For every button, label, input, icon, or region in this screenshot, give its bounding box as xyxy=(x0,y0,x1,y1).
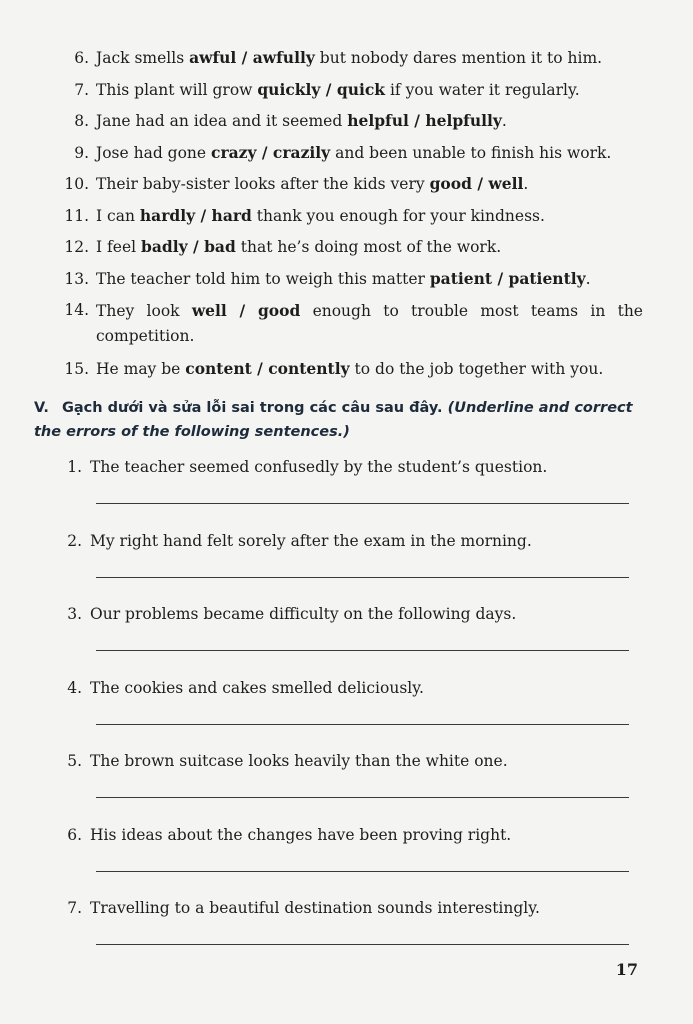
word-choice: patient / patiently xyxy=(429,268,586,288)
word-choice: helpful / helpfully xyxy=(347,111,502,130)
exercise-item xyxy=(58,109,643,133)
item-number: 1. xyxy=(67,458,82,476)
answer-line[interactable] xyxy=(96,650,629,651)
word-choice: crazy / crazily xyxy=(211,142,331,162)
exercise-item xyxy=(58,298,643,349)
item-number: 11. xyxy=(64,206,89,225)
item-number: 7. xyxy=(67,899,82,917)
section-number: V. xyxy=(34,400,49,416)
item-number: 10. xyxy=(64,175,89,193)
answer-line[interactable] xyxy=(96,797,629,798)
correction-item xyxy=(58,602,633,676)
item-text: Their baby-sister looks after the kids very good / well. xyxy=(96,174,529,193)
word-choice: quickly / quick xyxy=(257,79,386,99)
item-text: Jack smells awful / awfully but nobody dares mention it to him. xyxy=(96,48,603,67)
correction-item xyxy=(58,455,633,529)
item-text: His ideas about the changes have been proving right. xyxy=(90,825,512,844)
exercise-item xyxy=(58,204,643,228)
item-number: 3. xyxy=(67,605,82,623)
item-text: Jose had gone crazy / crazily and been unable to finish his work. xyxy=(96,142,612,162)
item-text: The teacher told him to weigh this matter patient / patiently. xyxy=(96,268,591,288)
exercise-list xyxy=(58,46,643,388)
item-text: This plant will grow quickly / quick if you water it regularly. xyxy=(96,79,580,99)
item-number: 2. xyxy=(67,531,82,550)
item-number: 7. xyxy=(74,80,89,99)
correction-item xyxy=(58,676,633,750)
answer-line[interactable] xyxy=(96,724,629,725)
item-number: 8. xyxy=(74,112,89,130)
item-text: The brown suitcase looks heavily than the white one. xyxy=(90,752,508,770)
word-choice: content / contently xyxy=(185,358,350,378)
exercise-item xyxy=(58,235,643,259)
item-text: He may be content / contently to do the job together with you. xyxy=(96,358,604,378)
exercise-item xyxy=(58,172,643,196)
word-choice: badly / bad xyxy=(141,237,236,256)
item-text: I can hardly / hard thank you enough for your kindness. xyxy=(96,205,545,225)
item-text: Travelling to a beautiful destination sounds interestingly. xyxy=(90,899,540,917)
item-text: Our problems became difficulty on the following days. xyxy=(90,605,517,623)
item-number: 4. xyxy=(67,678,82,697)
word-choice: hardly / hard xyxy=(139,205,252,225)
item-number: 12. xyxy=(64,238,89,256)
item-number: 9. xyxy=(74,143,89,162)
correction-item xyxy=(58,823,633,897)
section-heading xyxy=(34,396,644,444)
word-choice: awful / awfully xyxy=(189,48,315,67)
exercise-item xyxy=(58,357,643,381)
exercise-item xyxy=(58,46,643,70)
item-text: They look well / good enough to trouble most teams in the competition. xyxy=(96,301,643,345)
answer-line[interactable] xyxy=(96,503,629,504)
section-title-english: (Underline and correct the errors of the following sentences.) xyxy=(34,400,633,440)
exercise-item xyxy=(58,267,643,291)
page-number: 17 xyxy=(615,960,638,979)
correction-item xyxy=(58,529,633,603)
item-number: 13. xyxy=(64,269,89,288)
word-choice: well / good xyxy=(191,301,301,320)
correction-item xyxy=(58,896,633,970)
correction-item xyxy=(58,749,633,823)
exercise-item xyxy=(58,141,643,165)
item-number: 14. xyxy=(64,301,89,319)
answer-line[interactable] xyxy=(96,944,629,945)
item-text: The cookies and cakes smelled deliciously. xyxy=(90,678,424,697)
correction-list xyxy=(58,455,633,970)
item-number: 15. xyxy=(64,359,89,378)
item-number: 5. xyxy=(67,752,82,770)
item-number: 6. xyxy=(74,49,89,67)
item-number: 6. xyxy=(67,825,82,844)
item-text: The teacher seemed confusedly by the student’s question. xyxy=(90,458,548,476)
answer-line[interactable] xyxy=(96,871,629,872)
word-choice: good / well xyxy=(429,174,524,193)
exercise-item xyxy=(58,78,643,102)
item-text: I feel badly / bad that he’s doing most of the work. xyxy=(96,237,502,256)
item-text: Jane had an idea and it seemed helpful / helpfully. xyxy=(96,111,507,130)
answer-line[interactable] xyxy=(96,577,629,578)
section-title-vietnamese: Gạch dưới và sửa lỗi sai trong các câu sau đây. xyxy=(62,400,443,416)
item-text: My right hand felt sorely after the exam in the morning. xyxy=(90,531,532,550)
